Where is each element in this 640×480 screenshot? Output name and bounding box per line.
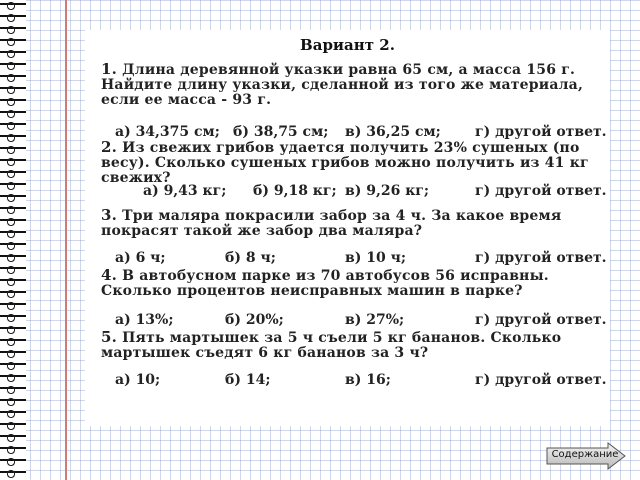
answer-b: б) 20%; xyxy=(225,312,284,328)
answer-a: а) 34,375 см; xyxy=(115,124,220,140)
problem-number: 2. xyxy=(101,138,118,156)
problem-text: Пять мартышек за 5 ч съели 5 кг бананов. Сколько мартышек съедят 6 кг бананов за 3 ч? xyxy=(101,330,562,361)
worksheet xyxy=(85,30,610,426)
answers-2 xyxy=(115,183,605,199)
problem-text: Три маляра покрасили забор за 4 ч. За какое время покрасят такой же забор два маляра? xyxy=(101,208,562,239)
answer-a: а) 9,43 кг; xyxy=(143,183,227,199)
answer-v: в) 36,25 см; xyxy=(345,124,441,140)
problem-4 xyxy=(101,268,601,299)
answer-g: г) другой ответ. xyxy=(475,372,607,388)
problem-text: Из свежих грибов удается получить 23% сушеных (по весу). Сколько сушеных грибов можно получить из 41 кг свежих? xyxy=(101,140,589,186)
answer-v: в) 9,26 кг; xyxy=(345,183,430,199)
answer-b: б) 9,18 кг; xyxy=(253,183,337,199)
answer-b: б) 14; xyxy=(225,372,271,388)
problem-2 xyxy=(101,140,601,186)
answer-v: в) 16; xyxy=(345,372,391,388)
variant-title: Вариант 2. xyxy=(300,36,395,54)
contents-button-label: Содержание xyxy=(551,449,619,460)
answers-4 xyxy=(115,312,605,328)
problem-1 xyxy=(101,62,601,108)
answer-b: б) 38,75 см; xyxy=(233,124,329,140)
answer-a: а) 6 ч; xyxy=(115,250,166,266)
answer-g: г) другой ответ. xyxy=(475,183,607,199)
answer-g: г) другой ответ. xyxy=(475,124,607,140)
problem-text: Длина деревянной указки равна 65 см, а масса 156 г. Найдите длину указки, сделанной из того же материала, если ее масса - 93 г. xyxy=(101,62,584,108)
problem-text: В автобусном парке из 70 автобусов 56 исправны. Сколько процентов неисправных машин в парке? xyxy=(101,268,549,299)
answer-v: в) 27%; xyxy=(345,312,405,328)
answers-3 xyxy=(115,250,605,266)
answer-g: г) другой ответ. xyxy=(475,312,607,328)
margin-line xyxy=(65,0,67,480)
problem-3 xyxy=(101,208,601,239)
answer-a: а) 10; xyxy=(115,372,161,388)
notebook-spiral xyxy=(0,0,26,480)
problem-number: 1. xyxy=(101,60,118,78)
answers-1 xyxy=(115,124,605,140)
problem-5 xyxy=(101,330,601,361)
problem-number: 4. xyxy=(101,266,118,284)
problem-number: 5. xyxy=(101,328,118,346)
answer-a: а) 13%; xyxy=(115,312,174,328)
answer-b: б) 8 ч; xyxy=(225,250,276,266)
answer-v: в) 10 ч; xyxy=(345,250,406,266)
problem-number: 3. xyxy=(101,206,118,224)
answer-g: г) другой ответ. xyxy=(475,250,607,266)
contents-button[interactable] xyxy=(546,442,626,470)
answers-5 xyxy=(115,372,605,388)
